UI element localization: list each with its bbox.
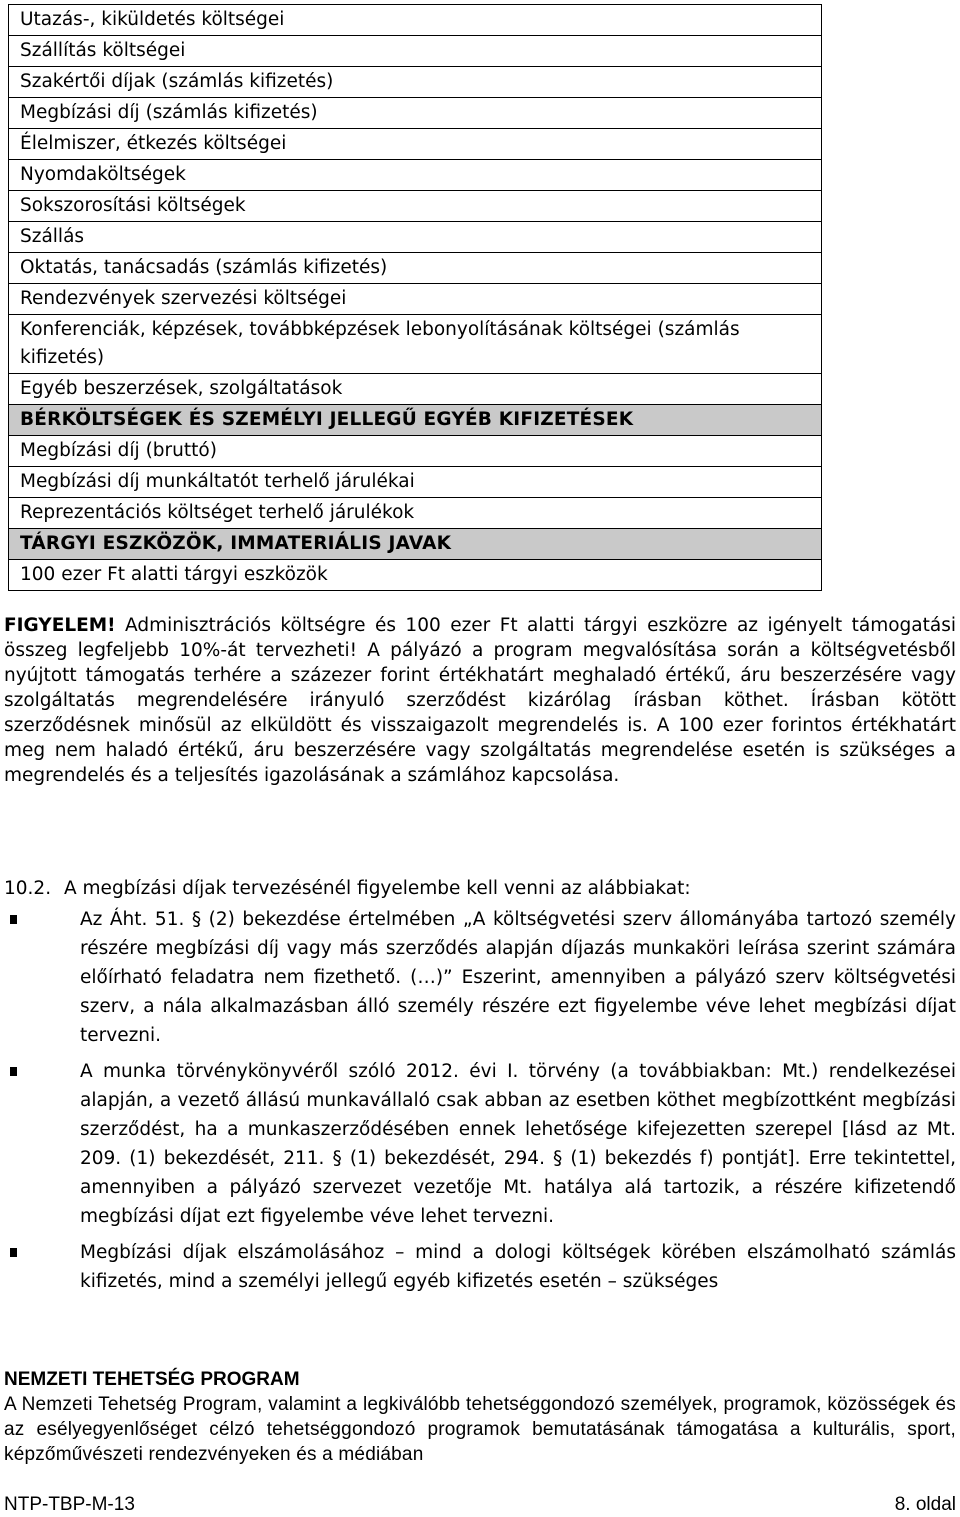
table-row (9, 36, 822, 67)
list-item-text: Megbízási díjak elszámolásához – mind a dologi költségek körében elszámolható számlás kifizetés, mind a személyi jellegű egyéb kifizetés esetén – szükséges (80, 1242, 956, 1292)
table-row (9, 436, 822, 467)
warning-paragraph (4, 613, 956, 788)
table-cell: Megbízási díj munkáltatót terhelő járulékai (9, 467, 822, 498)
table-cell: Reprezentációs költséget terhelő járulékok (9, 498, 822, 529)
table-row (9, 222, 822, 253)
table-cell: Szakértői díjak (számlás kifizetés) (9, 67, 822, 98)
list-item-text: A munka törvénykönyvéről szóló 2012. évi I. törvény (a továbbiakban: Mt.) rendelkezései alapján, a vezető állású munkavállaló csak abban az esetben köthet megbízottként megbízási szerződést, ha a munkaszerződésében ennek lehetősége kifejezetten szerepel [lásd az Mt. 209. (1) bekezdését, 211. § (1) bekezdését, 294. § (1) bekezdés f) pontját]. Erre tekintettel, amennyiben a pályázó szervezet vezetője Mt. hatálya alá tartozik, a részére kifizetendő megbízási díjat ezt figyelembe véve lehet tervezni. (80, 1061, 956, 1227)
program-footer-block (4, 1367, 956, 1467)
table-row (9, 67, 822, 98)
bullet-list (4, 905, 956, 1303)
cost-category-table (8, 4, 822, 591)
table-row (9, 498, 822, 529)
list-item (4, 1057, 956, 1231)
table-row (9, 98, 822, 129)
section-title: A megbízási díjak tervezésénél figyelembe kell venni az alábbiakat: (64, 878, 691, 899)
table-row (9, 253, 822, 284)
page-number: 8. oldal (894, 1494, 956, 1515)
section-heading (4, 876, 956, 901)
square-bullet-icon (10, 1248, 17, 1257)
table-section-header (9, 529, 822, 560)
table-row (9, 191, 822, 222)
table-cell: Oktatás, tanácsadás (számlás kifizetés) (9, 253, 822, 284)
table-row (9, 560, 822, 591)
table-row (9, 160, 822, 191)
square-bullet-icon (10, 1067, 17, 1076)
table-cell: Utazás-, kiküldetés költségei (9, 5, 822, 36)
list-item (4, 1238, 956, 1296)
document-code: NTP-TBP-M-13 (4, 1494, 135, 1515)
table-row (9, 374, 822, 405)
table-row (9, 284, 822, 315)
section-number: 10.2. (4, 878, 52, 899)
table-cell: Szállítás költségei (9, 36, 822, 67)
program-title: NEMZETI TEHETSÉG PROGRAM (4, 1369, 300, 1390)
table-row (9, 5, 822, 36)
list-item (4, 905, 956, 1050)
table-row (9, 467, 822, 498)
table-row (9, 315, 822, 374)
table-cell: Nyomdaköltségek (9, 160, 822, 191)
table-cell: Rendezvények szervezési költségei (9, 284, 822, 315)
page-footer (4, 1492, 956, 1517)
table-cell: Egyéb beszerzések, szolgáltatások (9, 374, 822, 405)
table-cell: Élelmiszer, étkezés költségei (9, 129, 822, 160)
table-row (9, 129, 822, 160)
table-cell: Megbízási díj (bruttó) (9, 436, 822, 467)
warning-text: Adminisztrációs költségre és 100 ezer Ft alatti tárgyi eszközre az igényelt támogatási összeg legfeljebb 10%-át tervezheti! A pályázó a program megvalósítása során a költségvetésből nyújtott támogatás terhére a százezer forint értékhatárt meghaladó értékű, áru beszerzésére vagy szolgáltatás megrendelésére irányuló szerződést kizárólag írásban köthet. Írásban kötött szerződésnek minősül az elküldött és visszaigazolt megrendelés is. A 100 ezer forintos értékhatárt meg nem haladó értékű, áru beszerzésére vagy szolgáltatás megrendelése esetén is szükséges a megrendelés és a teljesítés igazolásának a számlához kapcsolása. (4, 615, 956, 786)
table-cell: Sokszorosítási költségek (9, 191, 822, 222)
table-cell: Szállás (9, 222, 822, 253)
section-header-cell: TÁRGYI ESZKÖZÖK, IMMATERIÁLIS JAVAK (9, 529, 822, 560)
program-description: A Nemzeti Tehetség Program, valamint a legkiválóbb tehetséggondozó személyek, programok, közösségek és az esélyegyenlőséget célzó tehetséggondozó programok bemutatásának támogatása a kulturális, sport, képzőművészeti rendezvényeken és a médiában (4, 1394, 956, 1465)
table-cell: Konferenciák, képzések, továbbképzések lebonyolításának költségei (számlás kifizetés) (9, 315, 822, 374)
table-cell: Megbízási díj (számlás kifizetés) (9, 98, 822, 129)
table-cell: 100 ezer Ft alatti tárgyi eszközök (9, 560, 822, 591)
list-item-text: Az Áht. 51. § (2) bekezdése értelmében „A költségvetési szerv állományába tartozó személy részére megbízási díj vagy más szerződés alapján díjazás munkaköri leírása szerint számára előírható feladatra nem fizethető. (…)” Eszerint, amennyiben a pályázó szerv költségvetési szerv, a nála alkalmazásban álló személy részére ezt figyelembe véve lehet megbízási díjat tervezni. (80, 909, 956, 1046)
section-header-cell: BÉRKÖLTSÉGEK ÉS SZEMÉLYI JELLEGŰ EGYÉB KIFIZETÉSEK (9, 405, 822, 436)
table-section-header (9, 405, 822, 436)
square-bullet-icon (10, 915, 17, 924)
warning-label: FIGYELEM! (4, 615, 116, 636)
